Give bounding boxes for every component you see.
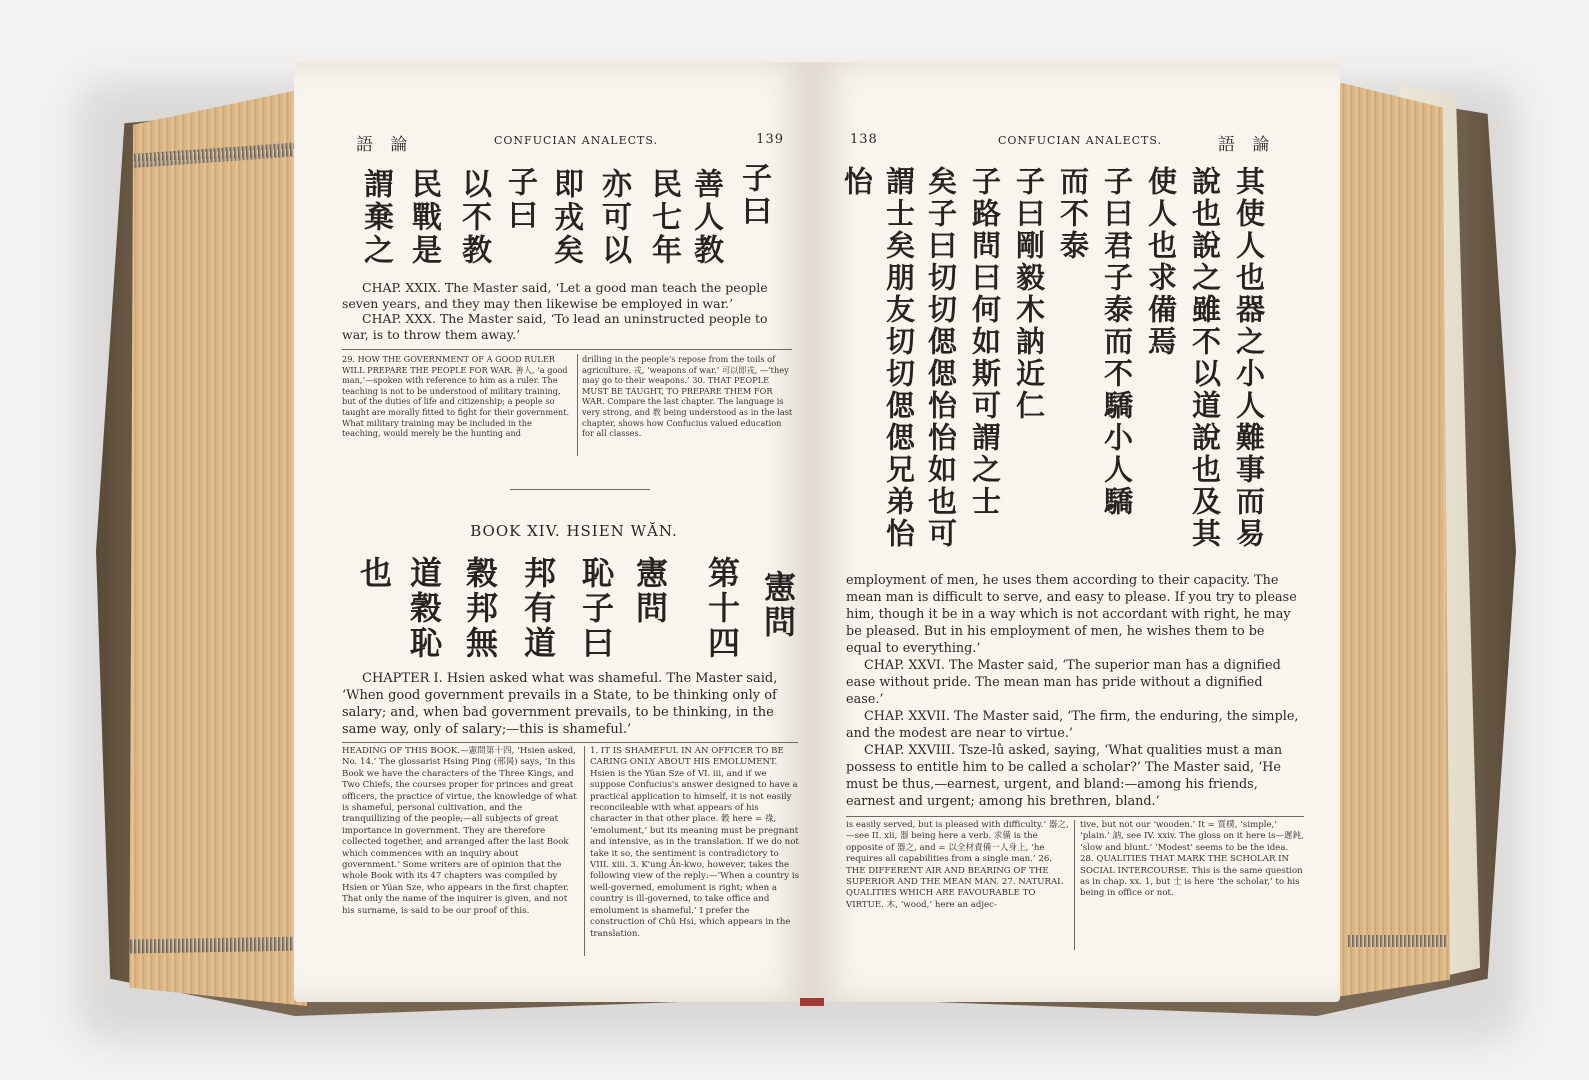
english-translation-top (342, 280, 792, 342)
chinese-column: 穀邦無 (461, 556, 499, 661)
column-divider (577, 354, 578, 456)
column-divider (1074, 820, 1075, 950)
left-page (294, 62, 812, 1002)
chinese-column: 子曰 (736, 162, 771, 228)
chinese-column: 子路問曰何如斯可謂之士 (968, 166, 1002, 518)
right-page (812, 62, 1340, 1002)
chinese-column: 道穀恥 (405, 556, 443, 661)
chinese-column: 子曰君子泰而不驕小人驕 (1100, 166, 1134, 518)
chinese-column: 亦可以 (596, 168, 631, 267)
column-divider (584, 746, 585, 956)
chinese-column: 恥子曰 (577, 556, 615, 661)
spine-headband (800, 998, 824, 1006)
chinese-column: 民七年 (646, 168, 681, 267)
chinese-column: 謂士矣朋友切切偲偲兄弟怡 (882, 166, 916, 550)
chinese-column: 而不泰 (1056, 166, 1090, 262)
left-page-edges (122, 88, 307, 1006)
section-divider (510, 489, 650, 490)
commentary-note: HEADING OF THIS BOOK.—憲問第十四, ‘Hsien asked, No. 14.’ The glossarist Hsing Ping (邢昺) says, ‘In this Book we have the characters of the Three Kings, and Two Chiefs, the courses proper for princes and great officers, the practice of virtue, the knowledge of what is shameful, personal cultivation, and the tranquillizing of the people;—all subjects of great importance in government. They are therefore collected together, and arranged after the last Book which commences with an inquiry about government.’ Some writers are of opinion that the whole Book with its 47 chapters was compiled by Hsien or Yüan Sze, who appears in the first chapter. That only the name of the inquirer is given, and not his surname, is said to be our proof of this. (342, 746, 577, 916)
chinese-column: 即戎矣 (548, 168, 583, 267)
paragraph-chap-xxviii: CHAP. XXVIII. Tsze-lû asked, saying, ‘What qualities must a man possess to entitle him to be called a scholar?’ The Master said, ‘He must be thus,—earnest, urgent, and bland:—among his friends, earnest and urgent; among his brethren, bland.’ (846, 743, 1283, 809)
right-running-head (850, 134, 1310, 154)
book-heading: BOOK XIV. HSIEN WĂN. (470, 522, 678, 540)
commentary-note: 1. IT IS SHAMEFUL IN AN OFFICER TO BE CARING ONLY ABOUT HIS EMOLUMENT. Hsien is the Yüan Sze of VI. iii, and if we suppose Confucius's answer designed to have a practical application to himself, it is not easily reconcileable with what appears of his character in that other place. 穀 here = 祿, ‘emolument,’ but its meaning must be pregnant and intensive, as in the translation. If we do not take it so, the sentiment is contradictory to VIII. xiii. 3. K'ung Ân-kwo, however, takes the following view of the reply:—‘When a country is well-governed, emolument is right; when a country is ill-governed, to take office and emolument is shameful.’ I prefer the construction of Chû Hsi, which appears in the translation. (590, 746, 800, 939)
frayed-binding-thread-top (130, 142, 306, 168)
paragraph-chap-xxvii: CHAP. XXVII. The Master said, ‘The firm, the enduring, the simple, and the modest are near to virtue.’ (846, 709, 1299, 741)
commentary-note: is easily served, but is pleased with difficulty.’ 器之,—see II. xii, 器 being here a verb. 求備 is the opposite of 器之, and = 以全材責備一人身上, ‘he requires all capabilities from a single man.’ 26. THE DIFFERENT AIR AND BEARING OF THE SUPERIOR AND THE MEAN MAN. 27. NATURAL QUALITIES WHICH ARE FAVOURABLE TO VIRTUE. 木, ‘wood,’ here an adjec- (846, 820, 1069, 910)
chinese-column: 其使人也器之小人難事而易 (1232, 166, 1266, 550)
english-translation-chapter-i: CHAPTER I. Hsien asked what was shameful. The Master said, ‘When good government prevails in a State, to be thinking only of salary; and, when bad government prevails, to be thinking, in the same way, only of salary;—this is shameful.’ (342, 671, 778, 737)
running-head-chinese: 語 論 (1218, 135, 1276, 155)
left-running-head (356, 134, 796, 154)
chinese-column: 子曰 (502, 166, 537, 232)
chinese-column: 怡 (840, 166, 874, 198)
chinese-column: 也 (355, 556, 393, 591)
divider-rule (342, 742, 798, 743)
chinese-column: 民戰是 (406, 168, 441, 267)
chinese-column: 說也說之雖不以道說也及其 (1188, 166, 1222, 550)
paragraph-chap-xxx: CHAP. XXX. The Master said, ‘To lead an uninstructed people to war, is to throw them away.’ (342, 311, 768, 342)
paragraph-chap-xxix: CHAP. XXIX. The Master said, ‘Let a good man teach the people seven years, and they may then likewise be employed in war.’ (342, 280, 768, 311)
frayed-binding-thread-bottom (130, 936, 305, 953)
english-translation (846, 572, 1304, 810)
commentary-note: 29. HOW THE GOVERNMENT OF A GOOD RULER WILL PREPARE THE PEOPLE FOR WAR. 善人, ‘a good man,’—spoken with reference to him as a ruler. The teaching is not to be understood of military training, but of the duties of life and citizenship; a people so taught are morally fitted to fight for their government. What military training may be included in the teaching, would merely be the hunting and (342, 354, 570, 439)
page-number: 138 (850, 132, 878, 147)
running-head-chinese: 語 論 (356, 135, 414, 155)
frayed-binding-thread-right (1348, 935, 1448, 947)
chinese-column: 第十四 (703, 556, 741, 661)
commentary-note: tive, but not our ‘wooden.’ It = 質樸, ‘simple,’ ‘plain.’ 訥, see IV. xxiv. The gloss on it here is—遲鈍, ‘slow and blunt.’ ‘Modest’ seems to be the idea. 28. QUALITIES THAT MARK THE SCHOLAR IN SOCIAL INTERCOURSE. This is the same question as in chap. xx. 1, but 士 is here ‘the scholar,’ to his being in office or not. (1080, 820, 1304, 899)
chinese-column: 謂棄之 (358, 168, 393, 267)
chinese-column: 矣子曰切切偲偲怡怡如也可 (924, 166, 958, 550)
paragraph-continued: employment of men, he uses them according to their capacity. The mean man is difficult to serve, and easy to please. If you try to please him, though it be in a way which is not accordant with right, he may be pleased. But in his employment of men, he wishes them to be equal to everything.’ (846, 573, 1297, 656)
page-number: 139 (756, 132, 784, 147)
running-head-title: CONFUCIAN ANALECTS. (494, 134, 659, 147)
divider-rule (846, 816, 1304, 817)
chinese-column: 子曰剛毅木訥近仁 (1012, 166, 1046, 422)
paragraph-chap-xxvi: CHAP. XXVI. The Master said, ‘The superior man has a dignified ease without pride. The mean man has pride without a dignified ease.’ (846, 658, 1281, 707)
right-page-edges (1330, 80, 1450, 998)
chinese-column: 使人也求備焉 (1144, 166, 1178, 358)
chinese-column: 邦有道 (519, 556, 557, 661)
commentary-note: drilling in the people's repose from the toils of agriculture. 戎, ‘weapons of war.’ 可以即戎, —‘they may go to their weapons.’ 30. THAT PEOPLE MUST BE TAUGHT, TO PREPARE THEM FOR WAR. Compare the last chapter. The language is very strong, and 教 being understood as in the last chapter, shows how Confucius valued education for all classes. (582, 354, 793, 439)
chinese-column: 憲問 (631, 556, 669, 626)
running-head-title: CONFUCIAN ANALECTS. (998, 134, 1163, 147)
divider-rule (342, 349, 792, 350)
chinese-column: 憲問 (759, 570, 797, 640)
chinese-column: 善人教 (688, 168, 723, 267)
chinese-column: 以不教 (456, 168, 491, 267)
